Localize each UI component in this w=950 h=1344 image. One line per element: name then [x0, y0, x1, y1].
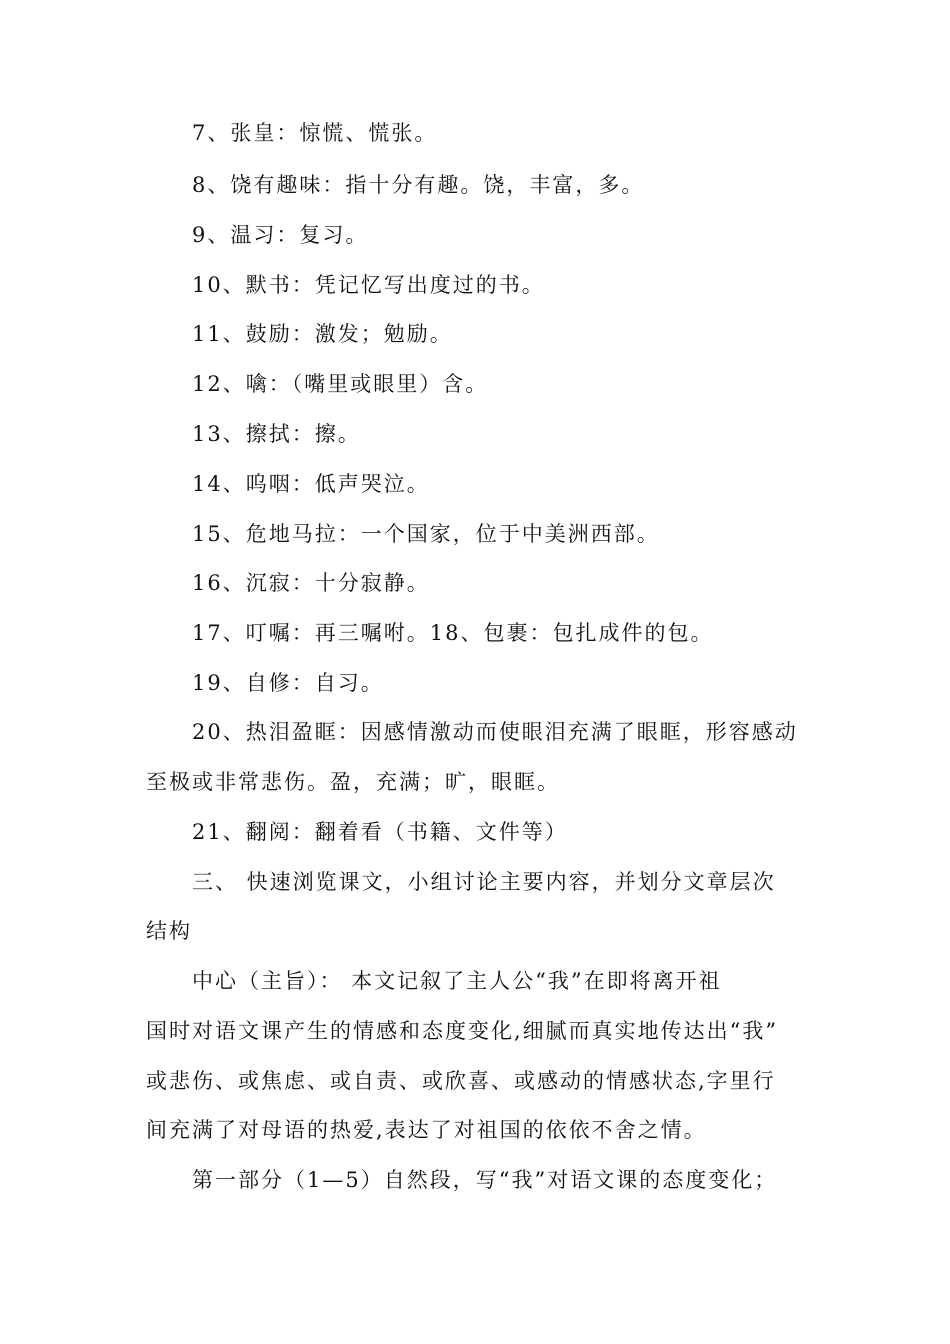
vocab-item-15: 15、危地马拉：一个国家，位于中美洲西部。 — [192, 522, 660, 546]
theme-paragraph-line-4: 间充满了对母语的热爱,表达了对祖国的依依不舍之情。 — [146, 1118, 707, 1142]
vocab-item-7: 7、张皇：惊慌、慌张。 — [192, 121, 438, 145]
vocab-item-10: 10、默书：凭记忆写出度过的书。 — [192, 273, 545, 297]
vocab-item-20-cont: 至极或非常悲伤。盈，充满；旷，眼眶。 — [146, 770, 560, 794]
vocab-item-17-18: 17、叮嘱：再三嘱咐。18、包裹：包扎成件的包。 — [192, 621, 714, 645]
theme-paragraph-line-3: 或悲伤、或焦虑、或自责、或欣喜、或感动的情感状态,字里行 — [146, 1069, 776, 1093]
theme-paragraph-line-2: 国时对语文课产生的情感和态度变化,细腻而真实地传达出“我” — [146, 1019, 779, 1043]
vocab-item-13: 13、擦拭：擦。 — [192, 422, 361, 446]
vocab-item-20: 20、热泪盈眶：因感情激动而使眼泪充满了眼眶，形容感动 — [192, 720, 798, 744]
vocab-item-19: 19、自修：自习。 — [192, 671, 384, 695]
vocab-item-14: 14、呜咽：低声哭泣。 — [192, 472, 430, 496]
vocab-item-11: 11、鼓励：激发；勉励。 — [192, 322, 453, 346]
section-three-heading-cont: 结构 — [146, 919, 192, 943]
theme-paragraph: 中心（主旨）： 本文记叙了主人公“我”在即将离开祖 — [192, 969, 722, 993]
section-three-heading: 三、 快速浏览课文，小组讨论主要内容，并划分文章层次 — [192, 870, 776, 894]
vocab-item-16: 16、沉寂：十分寂静。 — [192, 571, 430, 595]
vocab-item-8: 8、饶有趣味：指十分有趣。饶，丰富，多。 — [192, 173, 645, 197]
vocab-item-12: 12、噙：（嘴里或眼里）含。 — [192, 372, 489, 396]
part-one-paragraph: 第一部分（1—5）自然段，写“我”对语文课的态度变化； — [192, 1168, 778, 1192]
vocab-item-9: 9、温习：复习。 — [192, 223, 369, 247]
vocab-item-21: 21、翻阅：翻着看（书籍、文件等） — [192, 820, 568, 844]
